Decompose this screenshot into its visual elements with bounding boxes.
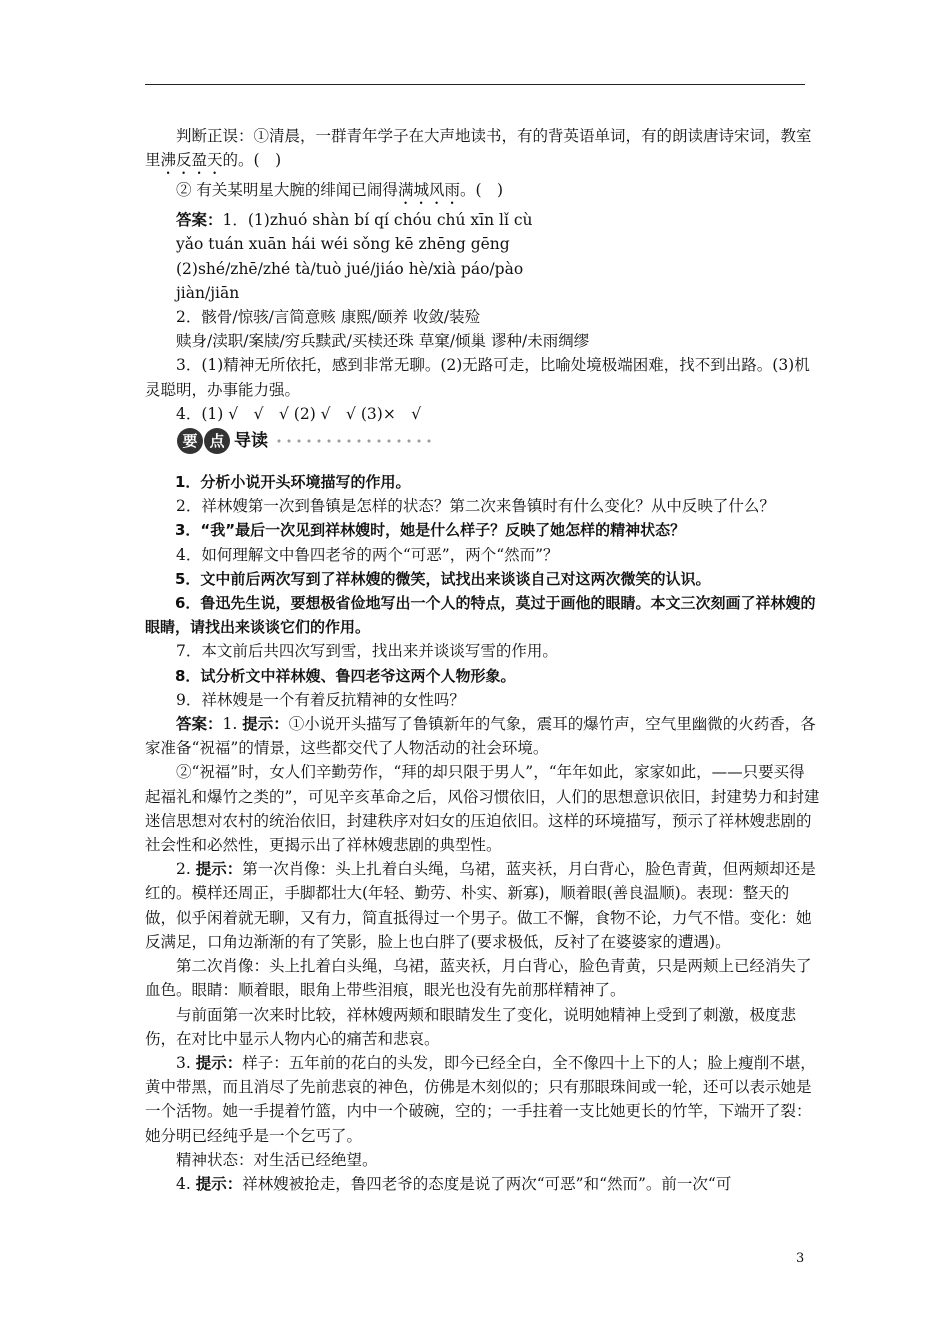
answer-1-line-1: 答案：1．(1)zhuó shàn bí qí chóu chú xīn lǐ cù [176,210,533,230]
question-1: 1．分析小说开头环境描写的作用。 [175,473,411,492]
question-2: 2．祥林嫂第一次到鲁镇是怎样的状态？第二次来鲁镇时有什么变化？从中反映了什么？ [176,497,775,516]
question-6: 6．鲁迅先生说，要想极省俭地写出一个人的特点，莫过于画他的眼睛。本文三次刻画了祥林嫂的眼睛，请找出来谈谈它们的作用。 [145,594,816,637]
answer-4: 4．(1) √ √ √ (2) √ √ (3)× √ [176,404,422,423]
section-heading [145,428,820,462]
answer-section-1: 答案：1. 提示：①小说开头描写了鲁镇新年的气象，震耳的爆竹声，空气里幽微的火药香，各家准备“祝福”的情景，这些都交代了人物活动的社会环境。 [145,714,816,758]
answer-section-3-part-2: 精神状态：对生活已经绝望。 [176,1150,378,1169]
answer-section-4: 4. 提示：祥林嫂被抢走，鲁四老爷的态度是说了两次“可恶”和“然而”。前一次“可 [176,1173,732,1193]
document-body [145,124,820,1196]
question-8: 8．试分析文中祥林嫂、鲁四老爷这两个人物形象。 [175,666,516,685]
section-badge-char-2: 点 [204,428,230,454]
judge-question-1: 判断正误：①清晨，一群青年学子在大声地读书，有的背英语单词，有的朗读唐诗宋词，教室里沸反盈天的。( ) [145,127,812,170]
answer-section-3: 3. 提示：样子：五年前的花白的头发，即今已经全白，全不像四十上下的人；脸上瘦削不堪，黄中带黑，而且消尽了先前悲哀的神色，仿佛是木刻似的；只有那眼珠间或一轮，还可以表示她是一个活物。她一手提着竹篮，内中一个破碗，空的；一手拄着一支比她更长的竹竿，下端开了裂：她分明已经纯乎是一个乞丐了。 [145,1052,816,1145]
dotted-divider [274,436,434,446]
section-badge-char-1: 要 [177,428,203,454]
answer-3: 3．(1)精神无所依托，感到非常无聊。(2)无路可走，比喻处境极端困难，找不到出路。(3)机灵聪明，办事能力强。 [145,356,810,399]
answer-1-line-3: (2)shé/zhē/zhé tà/tuò jué/jiáo hè/xià páo/pào [176,259,524,278]
answer-2-line-2: 赎身/渎职/案牍/穷兵黩武/买椟还珠 草窠/倾巢 谬种/未雨绸缪 [176,332,590,351]
answer-section-2: 2. 提示：第一次肖像：头上扎着白头绳，乌裙，蓝夹袄，月白背心，脸色青黄，但两颊却还是红的。模样还周正，手脚都壮大(年轻、勤劳、朴实、新寡)，顺着眼(善良温顺)。表现：整天的做，似乎闲着就无聊，又有力，简直抵得过一个男子。做工不懈，食物不论，力气不惜。变化：她反满足，口角边渐渐的有了笑影，脸上也白胖了(要求极低，反衬了在婆婆家的遭遇)。 [145,859,816,951]
question-5: 5．文中前后两次写到了祥林嫂的微笑，试找出来谈谈自己对这两次微笑的认识。 [175,569,711,588]
header-rule [145,84,805,85]
question-3: 3．“我”最后一次见到祥林嫂时，她是什么样子？反映了她怎样的精神状态？ [175,521,686,540]
question-7: 7．本文前后共四次写到雪，找出来并谈谈写雪的作用。 [176,642,558,661]
answer-section-2-part-3: 与前面第一次来时比较，祥林嫂两颊和眼睛发生了变化，说明她精神上受到了刺激，极度悲伤，在对比中显示人物内心的痛苦和悲哀。 [145,1005,797,1048]
question-9: 9．祥林嫂是一个有着反抗精神的女性吗？ [176,690,465,709]
section-badge-title: 导读 [234,430,268,451]
answer-section-2-part-2: 第二次肖像：头上扎着白头绳，乌裙，蓝夹袄，月白背心，脸色青黄，只是两颊上已经消失了血色。眼睛：顺着眼，眼角上带些泪痕，眼光也没有先前那样精神了。 [145,957,812,1000]
page-number: 3 [796,1251,805,1266]
answer-2-line-1: 2．骸骨/惊骇/言简意赅 康熙/颐养 收敛/装殓 [176,308,481,327]
answer-section-1-part-2: ②“祝福”时，女人们辛勤劳作，“拜的却只限于男人”，“年年如此，家家如此，——只要买得起福礼和爆竹之类的”，可见辛亥革命之后，风俗习惯依旧，人们的思想意识依旧，封建势力和封建迷信思想对农村的统治依旧，封建秩序对妇女的压迫依旧。这样的环境描写，预示了祥林嫂悲剧的社会性和必然性，更揭示出了祥林嫂悲剧的典型性。 [145,763,820,855]
answer-1-line-2: yǎo tuán xuān hái wéi sǒng kē zhēng gēng [176,235,510,254]
answer-1-line-4: jiàn/jiān [176,283,240,302]
question-4: 4．如何理解文中鲁四老爷的两个“可恶”，两个“然而”？ [176,545,559,564]
judge-question-2: ② 有关某明星大腕的绯闻已闹得满城风雨。( ) [176,181,504,200]
